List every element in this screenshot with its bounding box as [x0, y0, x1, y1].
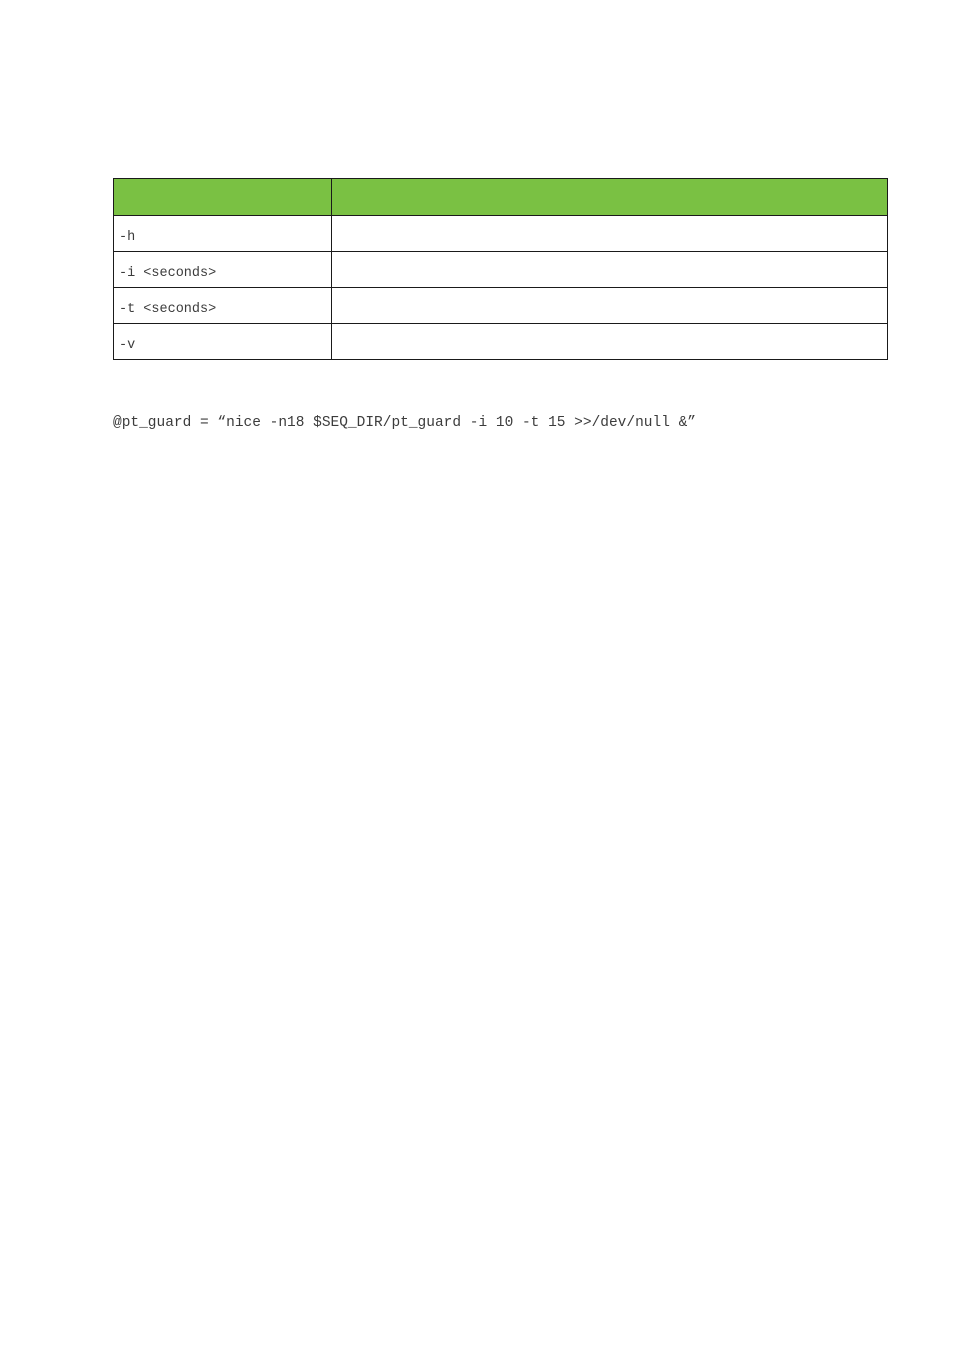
- header-cell-option: [114, 179, 332, 216]
- description-cell: [332, 252, 888, 288]
- option-cell: -t <seconds>: [114, 288, 332, 324]
- table-row: [114, 288, 888, 324]
- description-cell: [332, 216, 888, 252]
- table-row: [114, 324, 888, 360]
- header-cell-description: [332, 179, 888, 216]
- option-cell: -v: [114, 324, 332, 360]
- table-row: [114, 252, 888, 288]
- description-cell: [332, 324, 888, 360]
- description-cell: [332, 288, 888, 324]
- option-cell: -h: [114, 216, 332, 252]
- code-example-line: @pt_guard = “nice -n18 $SEQ_DIR/pt_guard -i 10 -t 15 >>/dev/null &”: [113, 415, 696, 431]
- option-cell: -i <seconds>: [114, 252, 332, 288]
- table-row: [114, 216, 888, 252]
- table-header-row: [114, 179, 888, 216]
- options-table: [113, 178, 888, 360]
